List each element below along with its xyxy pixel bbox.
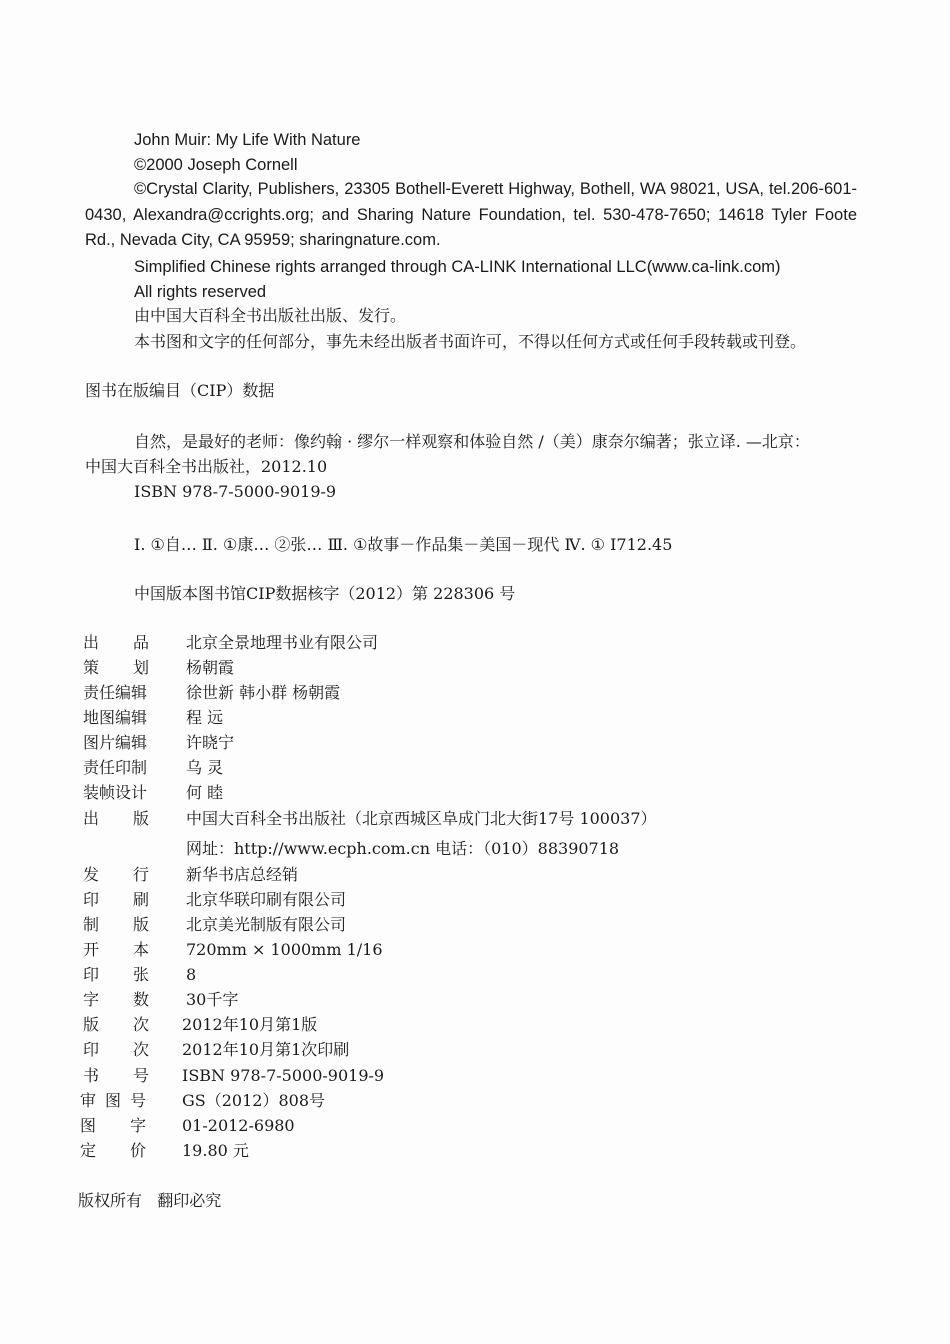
cip-classification: Ⅰ. ①自… Ⅱ. ①康… ②张… Ⅲ. ①故事－作品集－美国－现代 Ⅳ. ① I712.45 — [134, 535, 673, 554]
credit-label: 地图编辑 — [83, 708, 148, 727]
credit-label-char: 印 — [83, 965, 100, 984]
credit-value: 北京美光制版有限公司 — [186, 915, 347, 934]
credit-label — [83, 939, 149, 961]
credit-label-char: 发 — [83, 865, 100, 884]
credit-label — [83, 1065, 149, 1087]
credit-label-char: 图 — [80, 1116, 97, 1135]
credit-label-char: 版 — [132, 915, 149, 934]
credit-label-char: 品 — [132, 633, 149, 652]
credit-label-char: 次 — [132, 1015, 149, 1034]
credit-value: 程 远 — [186, 708, 224, 727]
credit-value: 网址：http://www.ecph.com.cn 电话：（010）88390718 — [186, 839, 620, 858]
credit-value: GS（2012）808号 — [182, 1091, 326, 1110]
credit-label-char: 图 — [104, 1091, 121, 1110]
credit-label-char: 印 — [83, 1040, 100, 1059]
reproduction-notice: 本书图和文字的任何部分，事先未经出版者书面许可，不得以任何方式或任何手段转载或刊登。 — [134, 332, 807, 351]
credit-label — [80, 1090, 146, 1112]
credit-label — [80, 1115, 146, 1137]
credit-label — [83, 964, 149, 986]
credit-label: 责任编辑 — [83, 683, 148, 702]
credit-value: 2012年10月第1版 — [182, 1015, 318, 1034]
credit-label: 装帧设计 — [83, 783, 148, 802]
credit-label-char: 刷 — [132, 890, 149, 909]
author-copyright: ©2000 Joseph Cornell — [134, 156, 298, 174]
credit-label-char: 策 — [83, 658, 100, 677]
cip-entry-line2: 中国大百科全书出版社，2012.10 — [85, 457, 328, 476]
credit-label-char: 张 — [132, 965, 149, 984]
credit-value: 北京全景地理书业有限公司 — [186, 633, 379, 652]
credit-label-char: 划 — [132, 658, 149, 677]
rights-reserved-cn: 版权所有 翻印必究 — [78, 1191, 222, 1210]
credit-value: 何 睦 — [186, 783, 224, 802]
credit-label-char: 价 — [129, 1141, 146, 1160]
credit-label-char: 号 — [132, 1066, 149, 1085]
credit-label-char: 审 — [80, 1091, 97, 1110]
rights-arranged: Simplified Chinese rights arranged through CA-LINK International LLC(www.ca-link.com) — [134, 258, 781, 276]
credit-label — [83, 889, 149, 911]
credit-label — [83, 864, 149, 886]
credit-value: 许晓宁 — [186, 733, 235, 752]
credit-value: ISBN 978-7-5000-9019-9 — [182, 1066, 385, 1085]
credit-value: 新华书店总经销 — [186, 865, 299, 884]
credit-label-char: 定 — [80, 1141, 97, 1160]
credit-value: 杨朝霞 — [186, 658, 235, 677]
credit-value: 720mm × 1000mm 1/16 — [186, 940, 383, 959]
all-rights-reserved: All rights reserved — [134, 283, 267, 301]
credit-value: 8 — [186, 965, 197, 984]
credit-label — [83, 1014, 149, 1036]
credit-label-char: 数 — [132, 990, 149, 1009]
credit-label-char: 号 — [129, 1091, 146, 1110]
credit-label — [83, 914, 149, 936]
credit-label-char: 制 — [83, 915, 100, 934]
cip-heading: 图书在版编目（CIP）数据 — [85, 381, 275, 400]
credit-label-char: 次 — [132, 1040, 149, 1059]
credit-label-char: 本 — [132, 940, 149, 959]
credit-label — [83, 657, 149, 679]
credit-label — [83, 989, 149, 1011]
credit-value: 乌 灵 — [186, 758, 224, 777]
credit-label-char: 字 — [129, 1116, 146, 1135]
original-title: John Muir: My Life With Nature — [134, 131, 361, 149]
credit-label-char: 版 — [132, 809, 149, 828]
cip-isbn: ISBN 978-7-5000-9019-9 — [134, 482, 337, 501]
credit-label: 责任印制 — [83, 758, 148, 777]
credit-label — [80, 1140, 146, 1162]
credit-label — [83, 808, 149, 830]
credit-value: 徐世新 韩小群 杨朝霞 — [186, 683, 341, 702]
credit-label — [83, 632, 149, 654]
credit-label-char: 书 — [83, 1066, 100, 1085]
credit-label-char: 行 — [132, 865, 149, 884]
credit-value: 中国大百科全书出版社（北京西城区阜成门北大街17号 100037） — [186, 809, 657, 828]
credit-value: 北京华联印刷有限公司 — [186, 890, 347, 909]
credit-label: 图片编辑 — [83, 733, 148, 752]
credit-label-char: 出 — [83, 809, 100, 828]
cip-entry-line1: 自然，是最好的老师：像约翰 · 缪尔一样观察和体验自然 /（美）康奈尔编著；张立译. —北京： — [134, 432, 810, 451]
credit-label-char: 字 — [83, 990, 100, 1009]
credit-value: 30千字 — [186, 990, 239, 1009]
credit-label-char: 印 — [83, 890, 100, 909]
credit-label-char: 出 — [83, 633, 100, 652]
credit-label — [83, 1039, 149, 1061]
credit-value: 19.80 元 — [182, 1141, 249, 1160]
publisher-statement: 由中国大百科全书出版社出版、发行。 — [134, 306, 407, 325]
publisher-copyright: ©Crystal Clarity, Publishers, 23305 Bothell-Everett Highway, Bothell, WA 98021, USA, tel.206-601-0430, Alexandra@ccrights.org; and Sharing Nature Foundation, tel. 530-478-7650; 14618 Tyler Foote Rd., Nevada City, CA 95959; sharingnature.com. — [85, 180, 857, 249]
credit-label-char: 开 — [83, 940, 100, 959]
cip-record-number: 中国版本图书馆CIP数据核字（2012）第 228306 号 — [134, 584, 516, 603]
credit-value: 2012年10月第1次印刷 — [182, 1040, 350, 1059]
credit-value: 01-2012-6980 — [182, 1116, 295, 1135]
credit-label-char: 版 — [83, 1015, 100, 1034]
